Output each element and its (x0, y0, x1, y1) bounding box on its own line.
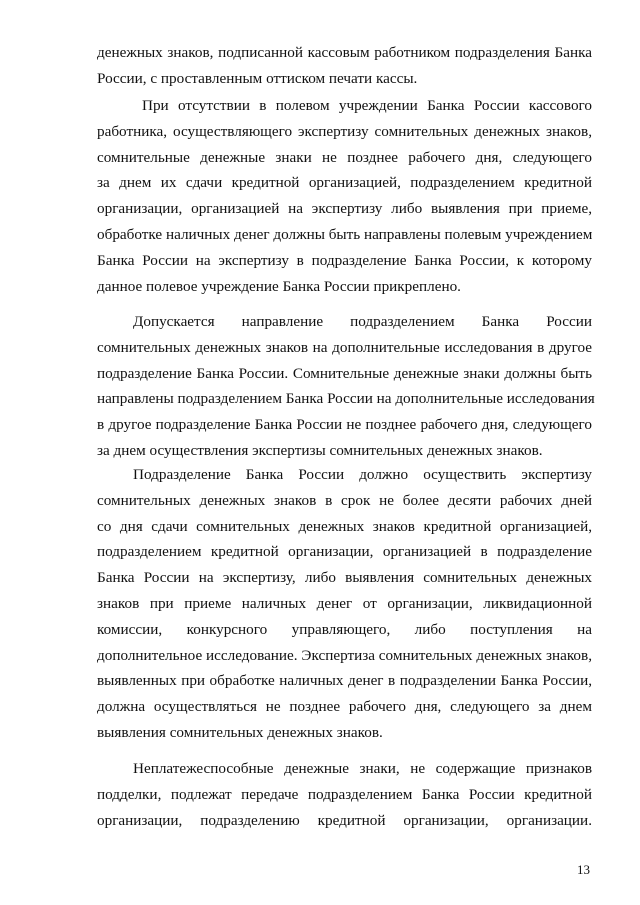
text-line: знаков при приеме наличных денег от организации, ликвидационной (97, 594, 592, 612)
text-line: организации, подразделению кредитной организации, организации. (97, 811, 592, 829)
text-line: подразделение Банка России. Сомнительные денежные знаки должны быть (97, 364, 592, 382)
paragraph-4 (97, 462, 592, 746)
paragraph-1 (97, 40, 592, 92)
text-line: Допускается направление подразделением Банка России (133, 313, 592, 330)
paragraph-2 (97, 93, 592, 299)
text-line: При отсутствии в полевом учреждении Банка России кассового (142, 97, 592, 114)
text-line: денежных знаков, подписанной кассовым работником подразделения Банка (97, 44, 592, 61)
text-line: со дня сдачи сомнительных денежных знаков кредитной организацией, (97, 517, 592, 535)
text-line: за днем осуществления экспертизы сомнительных денежных знаков. (97, 441, 543, 459)
text-line: организации, организацией на экспертизу либо выявления при приеме, (97, 200, 592, 218)
page-number: 13 (577, 862, 590, 877)
paragraph-5 (97, 756, 592, 833)
text-line: России, с проставленным оттиском печати кассы. (97, 69, 418, 87)
text-line: за днем их сдачи кредитной организацией, подразделением кредитной (97, 174, 592, 192)
text-line: выявления сомнительных денежных знаков. (97, 723, 383, 741)
text-line: Банка России на экспертизу, либо выявления сомнительных денежных (97, 569, 592, 587)
text-line: данное полевое учреждение Банка России прикреплено. (97, 277, 461, 295)
text-line: сомнительных денежных знаков в срок не более десяти рабочих дней (97, 491, 592, 509)
text-line: должна осуществляться не позднее рабочего дня, следующего за днем (97, 698, 592, 716)
text-line: подделки, подлежат передаче подразделением Банка России кредитной (97, 785, 592, 803)
text-line: в другое подразделение Банка России не позднее рабочего дня, следующего (97, 416, 592, 434)
text-line: дополнительное исследование. Экспертиза сомнительных денежных знаков, (97, 646, 592, 664)
text-line: подразделением кредитной организации, организацией в подразделение (97, 543, 592, 561)
text-line: Подразделение Банка России должно осуществить экспертизу (133, 466, 592, 483)
text-line: Банка России на экспертизу в подразделение Банка России, к которому (97, 251, 592, 269)
text-line: сомнительных денежных знаков на дополнительные исследования в другое (97, 338, 592, 356)
text-line: направлены подразделением Банка России на дополнительные исследования (97, 390, 595, 408)
text-line: выявленных при обработке наличных денег в подразделении Банка России, (97, 672, 592, 690)
paragraph-3 (97, 309, 595, 464)
text-line: работника, осуществляющего экспертизу сомнительных денежных знаков, (97, 122, 592, 140)
text-line: Неплатежеспособные денежные знаки, не содержащие признаков (133, 760, 592, 777)
text-line: комиссии, конкурсного управляющего, либо поступления на (97, 620, 592, 638)
text-line: сомнительные денежные знаки не позднее рабочего дня, следующего (97, 148, 592, 166)
text-line: обработке наличных денег должны быть направлены полевым учреждением (97, 225, 593, 243)
